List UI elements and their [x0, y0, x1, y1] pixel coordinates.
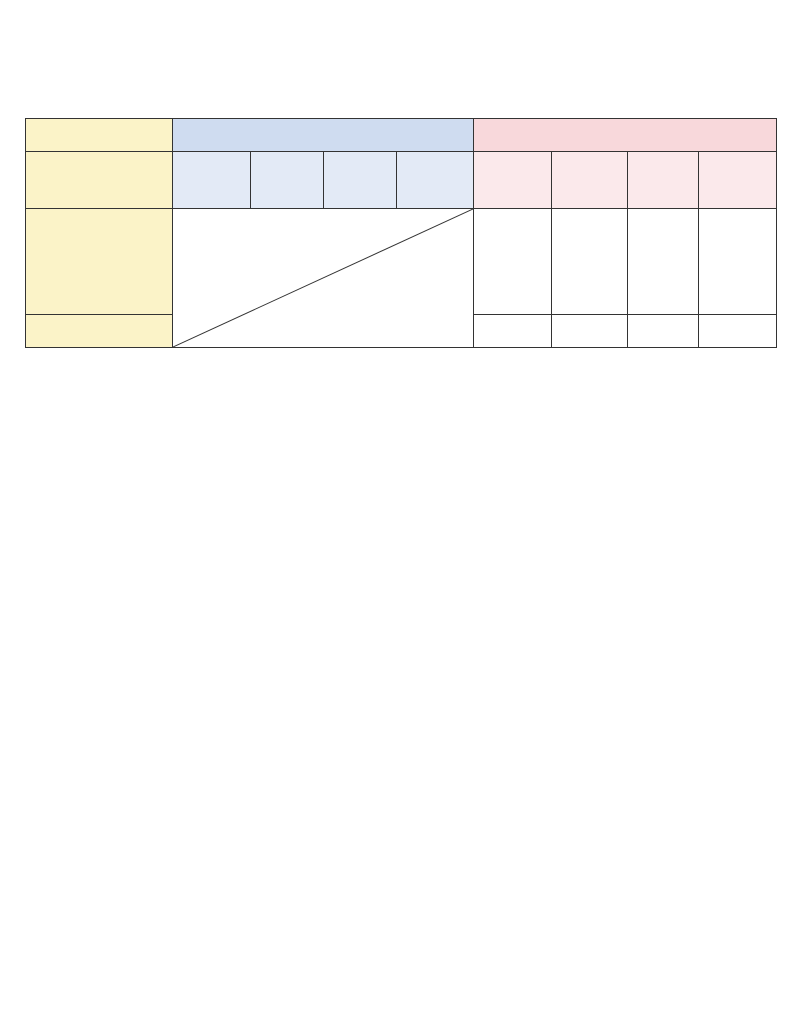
lactating-label [26, 315, 173, 348]
age-header [26, 152, 173, 209]
male-not-applicable [173, 209, 474, 348]
female-header [474, 119, 777, 152]
female-rda-header [552, 152, 628, 209]
male-dg-header [397, 152, 474, 209]
male-ai-header [324, 152, 397, 209]
lactating-rda [552, 315, 628, 348]
sex-header [26, 119, 173, 152]
pregnant-rda [552, 209, 628, 315]
lactating-ai [628, 315, 699, 348]
female-ear-header [474, 152, 552, 209]
pregnant-ai [628, 209, 699, 315]
pregnant-ear [474, 209, 552, 315]
male-ear-header [173, 152, 251, 209]
pregnant-label [26, 209, 173, 315]
female-ai-header [628, 152, 699, 209]
protein-table [25, 118, 777, 348]
lactating-ear [474, 315, 552, 348]
female-dg-header [699, 152, 777, 209]
lactating-dg [699, 315, 777, 348]
pregnant-dg [699, 209, 777, 315]
diagonal-line [173, 209, 473, 347]
male-rda-header [251, 152, 324, 209]
male-header [173, 119, 474, 152]
